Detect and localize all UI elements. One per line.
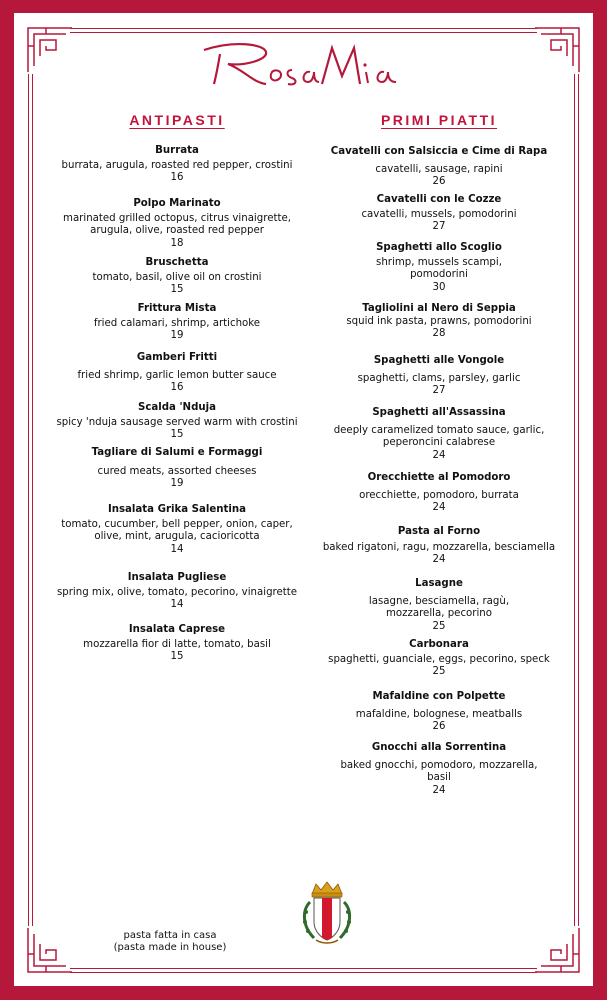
menu-item — [318, 526, 560, 567]
item-price: 24 — [432, 784, 446, 796]
item-price: 25 — [432, 666, 446, 677]
item-desc: spicy 'nduja sausage served warm with crostini — [56, 416, 298, 428]
item-desc: tomato, cucumber, bell pepper, onion, caper, olive, mint, arugula, cacioricotta — [61, 518, 293, 542]
corner-ornament-bottom-right — [535, 928, 581, 974]
item-price: 15 — [170, 651, 184, 662]
item-name: Cavatelli con Salsiccia e Cime di Rapa — [330, 146, 548, 157]
item-desc: spring mix, olive, tomato, pecorino, vinaigrette — [56, 586, 298, 598]
item-desc: fried calamari, shrimp, artichoke — [93, 317, 261, 329]
item-desc: baked gnocchi, pomodoro, mozzarella, basil — [340, 759, 538, 783]
menu-item — [52, 447, 302, 491]
menu-item — [52, 572, 302, 612]
menu-item — [52, 624, 302, 664]
item-price: 26 — [432, 721, 446, 732]
frame-right — [574, 74, 575, 926]
item-name: Tagliare di Salumi e Formaggi — [91, 447, 263, 458]
frame-top-inner — [70, 32, 537, 33]
menu-item — [52, 145, 302, 185]
footer-note — [100, 930, 240, 954]
item-desc: lasagne, besciamella, ragù, mozzarella, pecorino — [368, 595, 510, 619]
item-name: Mafaldine con Polpette — [372, 691, 506, 702]
item-price: 15 — [170, 429, 184, 440]
item-name: Spaghetti alle Vongole — [373, 355, 505, 366]
item-desc: burrata, arugula, roasted red pepper, crostini — [61, 159, 293, 171]
corner-ornament-bottom-left — [26, 928, 72, 974]
item-name: Frittura Mista — [137, 303, 217, 314]
item-price: 30 — [432, 281, 446, 293]
item-name: Cavatelli con le Cozze — [376, 194, 502, 205]
item-name: Burrata — [155, 145, 199, 156]
item-desc: spaghetti, guanciale, eggs, pecorino, speck — [328, 653, 550, 665]
item-desc: spaghetti, clams, parsley, garlic — [357, 372, 521, 384]
item-name: Pasta al Forno — [397, 526, 481, 537]
item-price: 15 — [170, 284, 184, 295]
menu-item — [52, 303, 302, 343]
item-desc: deeply caramelized tomato sauce, garlic, peperoncini calabrese — [333, 424, 545, 448]
item-price: 24 — [432, 502, 446, 513]
item-price: 28 — [432, 328, 446, 339]
menu-item — [358, 242, 520, 294]
frame-left — [28, 74, 29, 926]
menu-item — [318, 472, 560, 515]
menu-item — [318, 355, 560, 398]
item-desc: mozzarella fior di latte, tomato, basil — [83, 638, 271, 650]
coat-of-arms-icon — [292, 880, 362, 950]
item-price: 19 — [170, 478, 184, 489]
menu-item — [364, 578, 514, 633]
item-desc: mafaldine, bolognese, meatballs — [355, 708, 523, 720]
brand-logo — [0, 38, 607, 97]
item-price: 14 — [170, 599, 184, 610]
item-desc: baked rigatoni, ragu, mozzarella, besciamella — [322, 541, 556, 553]
item-price: 14 — [170, 543, 184, 555]
frame-bottom-inner — [70, 972, 537, 973]
frame-left-inner — [32, 74, 33, 926]
menu-item — [52, 352, 302, 395]
item-price: 24 — [432, 449, 446, 461]
primi-heading: PRIMI PIATTI — [380, 112, 498, 128]
item-desc: shrimp, mussels scampi, pomodorini — [376, 256, 502, 280]
menu-item — [318, 639, 560, 679]
menu-item — [318, 303, 560, 341]
item-name: Orecchiette al Pomodoro — [367, 472, 511, 483]
menu-item — [318, 691, 560, 734]
menu-item — [52, 402, 302, 442]
menu-item — [318, 194, 560, 234]
item-price: 27 — [432, 385, 446, 396]
item-name: Gamberi Fritti — [136, 352, 218, 363]
rosamia-logo-icon — [194, 38, 414, 93]
item-desc: tomato, basil, olive oil on crostini — [92, 271, 262, 283]
menu-item — [52, 198, 302, 250]
antipasti-column — [52, 112, 302, 662]
item-name: Lasagne — [415, 578, 463, 589]
item-desc: orecchiette, pomodoro, burrata — [359, 489, 519, 501]
item-desc: fried shrimp, garlic lemon butter sauce — [77, 369, 277, 381]
item-price: 18 — [170, 237, 184, 249]
item-desc: cavatelli, sausage, rapini — [375, 163, 503, 175]
frame-top — [70, 28, 537, 29]
item-name: Polpo Marinato — [133, 198, 221, 209]
menu-item — [52, 257, 302, 297]
item-name: Tagliolini al Nero di Seppia — [362, 303, 516, 314]
menu-item — [338, 742, 540, 797]
item-name: Scalda 'Nduja — [137, 402, 216, 413]
item-price: 19 — [170, 330, 184, 341]
item-name: Insalata Caprese — [128, 624, 226, 635]
item-desc: cavatelli, mussels, pomodorini — [361, 208, 517, 220]
item-price: 27 — [432, 221, 446, 232]
primi-column — [318, 112, 560, 796]
frame-bottom — [70, 968, 537, 969]
menu-item — [318, 407, 560, 462]
item-price: 24 — [432, 554, 446, 565]
item-name: Spaghetti allo Scoglio — [376, 242, 502, 253]
menu-item — [318, 146, 560, 189]
menu-item — [52, 504, 302, 556]
item-price: 25 — [432, 620, 446, 632]
item-name: Insalata Pugliese — [127, 572, 227, 583]
footer-line-english: (pasta made in house) — [113, 942, 227, 953]
item-name: Spaghetti all'Assassina — [372, 407, 506, 418]
item-name: Bruschetta — [145, 257, 209, 268]
item-desc: marinated grilled octopus, citrus vinaigrette, arugula, olive, roasted red pepper — [63, 212, 291, 236]
frame-right-inner — [578, 74, 579, 926]
item-name: Insalata Grika Salentina — [107, 504, 247, 515]
item-price: 16 — [170, 172, 184, 183]
item-price: 26 — [432, 176, 446, 187]
item-desc: squid ink pasta, prawns, pomodorini — [346, 315, 532, 327]
footer-line-italian: pasta fatta in casa — [123, 930, 217, 941]
item-name: Carbonara — [409, 639, 469, 650]
item-name: Gnocchi alla Sorrentina — [371, 742, 507, 753]
item-price: 16 — [170, 382, 184, 393]
antipasti-heading: ANTIPASTI — [129, 112, 225, 128]
item-desc: cured meats, assorted cheeses — [97, 465, 257, 477]
